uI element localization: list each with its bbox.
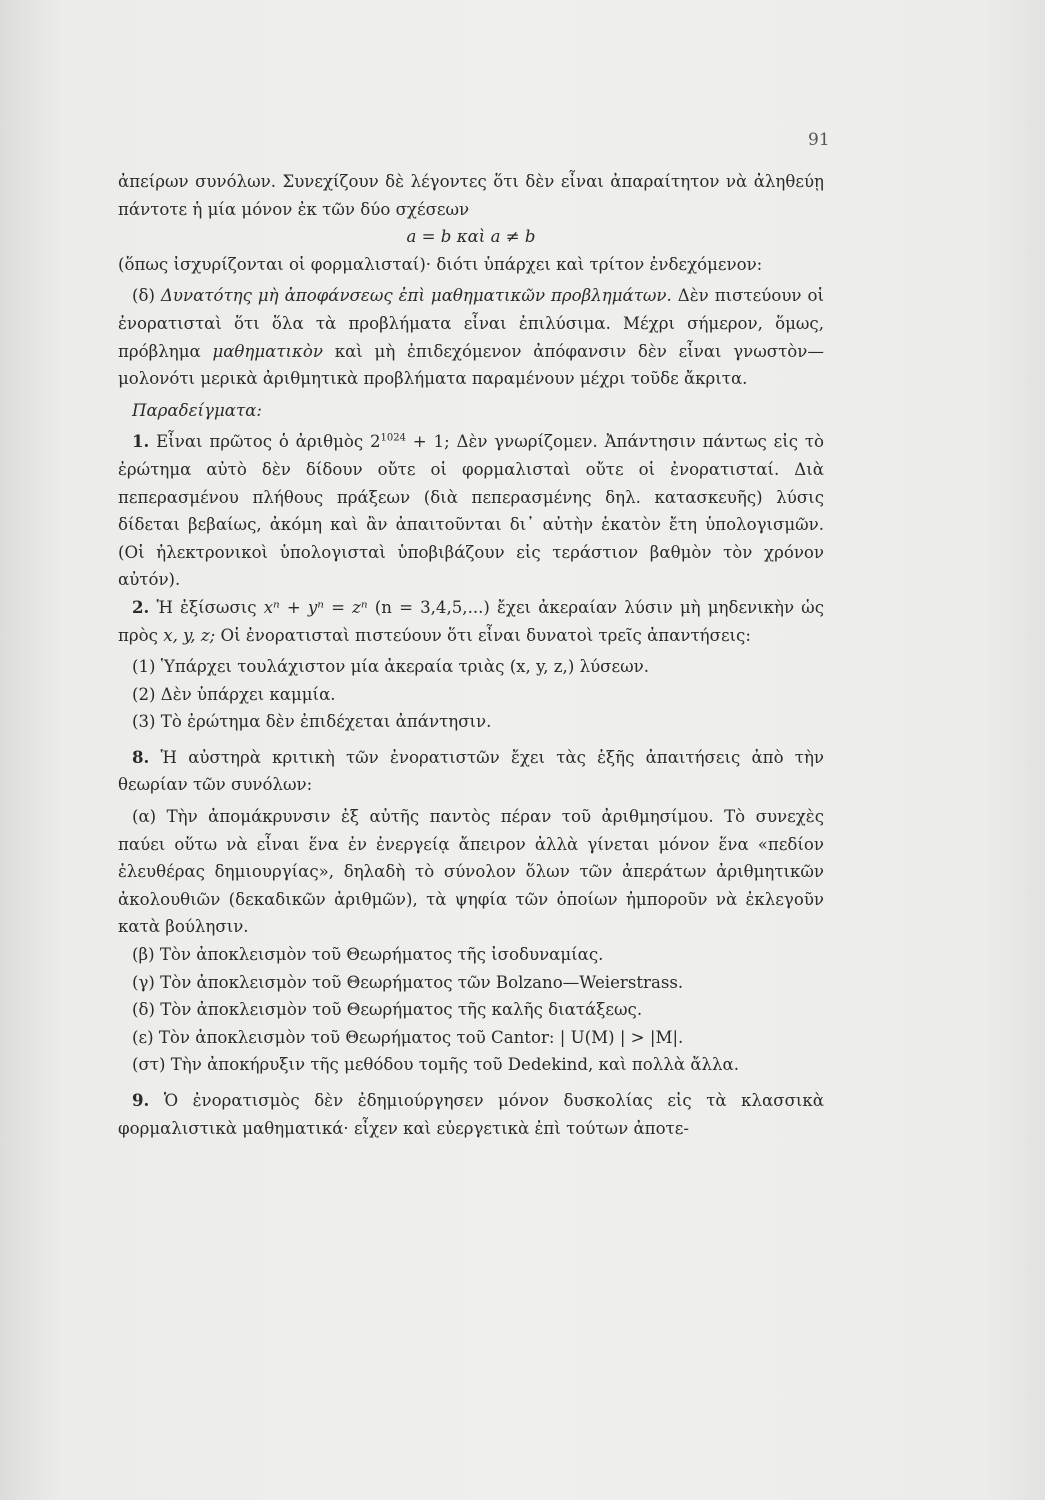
- paragraph-formalists: (ὅπως ἰσχυρίζονται οἱ φορμαλισταί)· διότι ὑπάρχει καὶ τρίτον ἐνδεχόμενον:: [118, 254, 763, 274]
- example-text: + 1; Δὲν γνωρίζομεν. Ἀπάντησιν πάντως εἰς τὸ ἐρώτημα αὐτὸ δὲν δίδουν οὔτε οἱ φορμαλισταὶ οὔτε οἱ ἐνορατισταί. Διὰ πεπερασμένου πλήθους πράξεων (διὰ πεπερασμένης δηλ. κατασκευῆς) λύσις δίδεται βεβαίως, ἀκόμη καὶ ἂν ἀπαιτοῦνται δι᾽ αὐτὴν ἑκατὸν ἔτη ὑπολογισμῶν. (Οἱ ἠλεκτρονικοὶ ὑπολογισταὶ ὑποβιβάζουν εἰς τεράστιον βαθμὸν τὸν χρόνον αὐτόν).: [118, 432, 824, 590]
- page-number: 91: [808, 130, 830, 150]
- section-9: [118, 1087, 824, 1142]
- section-number: 8.: [132, 746, 150, 767]
- item-label: (δ): [132, 286, 155, 306]
- examples-heading: Παραδείγματα:: [132, 400, 262, 420]
- example-text: Εἶναι πρῶτος ὁ ἀριθμὸς 2: [156, 432, 381, 452]
- paragraph-text: Δὲν πιστεύουν οἱ ἐνορατισταὶ ὅτι ὅλα τὰ προβλήματα εἶναι ἐπιλύσιμα. Μέχρι σήμερον, ὅμως, πρόβλημα: [118, 286, 824, 361]
- requirement-stigma: (στ) Τὴν ἀποκήρυξιν τῆς μεθόδου τομῆς τοῦ Dedekind, καὶ πολλὰ ἄλλα.: [132, 1055, 740, 1075]
- example-text: (n = 3,4,5,...) ἔχει ἀκεραίαν λύσιν μὴ μηδενικὴν ὡς πρὸς: [118, 597, 824, 645]
- requirement-alpha: (α) Τὴν ἀπομάκρυνσιν ἐξ αὐτῆς παντὸς πέραν τοῦ ἀριθμησίμου. Τὸ συνεχὲς παύει οὕτω νὰ εἶναι ἕνα ἐν ἐνεργείᾳ ἄπειρον ἀλλὰ γίνεται μόνον ἕνα «πεδίον ἐλευθέρας δημιουργίας», δηλαδὴ τὸ σύνολον ὅλων τῶν ἀπεράτων ἀριθμητικῶν ἀκολουθιῶν (δεκαδικῶν ἀριθμῶν), τὰ ψηφία τῶν ὁποίων ἠμποροῦν νὰ ἐκλεγοῦν κατὰ βούλησιν.: [118, 807, 824, 937]
- answer-3: (3) Τὸ ἐρώτημα δὲν ἐπιδέχεται ἀπάντησιν.: [132, 712, 492, 732]
- requirement-beta: (β) Τὸν ἀποκλεισμὸν τοῦ Θεωρήματος τῆς ἰσοδυναμίας.: [132, 945, 604, 965]
- fermat-formula: xⁿ + yⁿ = zⁿ: [263, 597, 368, 617]
- answer-2: (2) Δὲν ὑπάρχει καμμία.: [132, 684, 336, 704]
- variables: x, y, z;: [163, 625, 216, 645]
- example-text: Ἡ ἐξίσωσις: [156, 597, 257, 617]
- italic-word: μαθηματικὸν: [212, 341, 323, 361]
- example-2: [118, 594, 824, 649]
- example-number: 1.: [132, 431, 150, 452]
- relation-formula: a = b καὶ a ≠ b: [406, 227, 536, 247]
- requirement-delta: (δ) Τὸν ἀποκλεισμὸν τοῦ Θεωρήματος τῆς καλῆς διατάξεως.: [132, 1000, 643, 1020]
- paragraph-text: καὶ μὴ ἐπιδεχόμενον ἀπόφανσιν δὲν εἶναι γνωστὸν—μολονότι μερικὰ ἀριθμητικὰ προβλήματα παραμένουν μέχρι τοῦδε ἄκριτα.: [118, 341, 824, 389]
- example-number: 2.: [132, 596, 150, 617]
- paragraph-undecidability: [118, 282, 824, 392]
- answer-1: (1) Ὑπάρχει τουλάχιστον μία ἀκεραία τριὰς (x, y, z,) λύσεων.: [132, 657, 649, 677]
- section-number: 9.: [132, 1090, 150, 1110]
- requirement-gamma: (γ) Τὸν ἀποκλεισμὸν τοῦ Θεωρήματος τῶν Bolzano—Weierstrass.: [132, 972, 684, 992]
- italic-heading: Δυνατότης μὴ ἀποφάνσεως ἐπὶ μαθηματικῶν προβλημάτων.: [160, 286, 672, 306]
- section-text: Ἡ αὐστηρὰ κριτικὴ τῶν ἐνορατιστῶν ἔχει τὰς ἑξῆς ἀπαιτήσεις ἀπὸ τὴν θεωρίαν τῶν συνόλων:: [118, 747, 824, 795]
- paragraph-continuation: ἀπείρων συνόλων. Συνεχίζουν δὲ λέγοντες ὅτι δὲν εἶναι ἀπαραίτητον νὰ ἀληθεύῃ πάντοτε ἡ μία μόνον ἐκ τῶν δύο σχέσεων: [118, 172, 824, 219]
- body-text: [118, 168, 824, 1142]
- example-text: Οἱ ἐνορατισταὶ πιστεύουν ὅτι εἶναι δυνατοὶ τρεῖς ἀπαντήσεις:: [220, 625, 751, 645]
- section-8: [118, 744, 824, 799]
- section-text: Ὁ ἐνορατισμὸς δὲν ἐδημιούργησεν μόνον δυσκολίας εἰς τὰ κλασσικὰ φορμαλιστικὰ μαθηματικά· εἶχεν καὶ εὐεργετικὰ ἐπὶ τούτων ἀποτε-: [118, 1091, 824, 1138]
- requirement-epsilon: (ε) Τὸν ἀποκλεισμὸν τοῦ Θεωρήματος τοῦ Cantor: | U(M) | > |M|.: [132, 1027, 684, 1047]
- exponent: 1024: [380, 432, 406, 444]
- example-1: [118, 428, 824, 594]
